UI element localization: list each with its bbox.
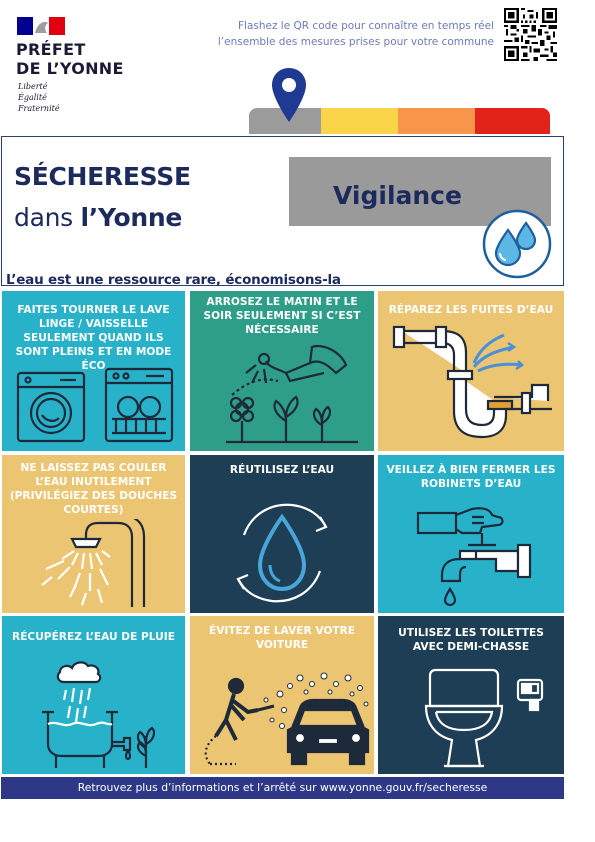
motto-egalite: Égalité <box>18 93 47 102</box>
tap-icon <box>412 501 542 611</box>
location-pin-icon <box>270 66 308 124</box>
prefecture-line1: PRÉFET <box>16 40 86 59</box>
tile-toilettes <box>378 616 564 774</box>
qr-instructions-line1: Flashez le QR code pour connaître en temps réel <box>237 20 494 32</box>
subtitle: L’eau est une ressource rare, économisons-la <box>6 272 341 288</box>
tile-reutiliser <box>190 455 374 613</box>
watering-can-icon <box>226 341 358 445</box>
tile-arrosage <box>190 291 374 451</box>
alert-level-label: Vigilance <box>333 181 462 210</box>
qr-code[interactable] <box>504 8 557 61</box>
page-title-location <box>14 203 182 232</box>
republique-logo <box>17 17 65 35</box>
tile-lavage-voiture <box>190 616 374 774</box>
prefecture-line2: DE L’YONNE <box>16 59 124 78</box>
qr-instructions-line2: l’ensemble des mesures prises pour votre commune <box>217 36 494 48</box>
car-wash-icon <box>196 664 372 772</box>
toilet-icon <box>422 666 550 772</box>
motto-liberte: Liberté <box>18 82 48 91</box>
qr-instructions <box>182 18 494 50</box>
tile-text: ARROSEZ LE MATIN ET LE SOIR SEULEMENT SI C’EST NÉCESSAIRE <box>203 296 361 336</box>
tile-lave-linge <box>2 291 185 451</box>
tile-text: RÉUTILISEZ L’EAU <box>229 464 335 476</box>
tile-douches <box>2 455 185 613</box>
tile-text: ÉVITEZ DE LAVER VOTRE VOITURE <box>208 625 356 651</box>
tile-text: NE LAISSEZ PAS COULER L’EAU INUTILEMENT (PRIVILÉGIEZ DES DOUCHES COURTES) <box>9 462 178 516</box>
recycle-water-icon <box>222 495 342 611</box>
page-title: SÉCHERESSE <box>14 162 191 191</box>
tile-fuites <box>378 291 564 451</box>
tile-text: VEILLEZ À BIEN FERMER LES ROBINETS D’EAU <box>386 464 556 490</box>
level-alerte-renforcee <box>398 108 475 134</box>
leaking-pipe-icon <box>382 323 560 447</box>
tile-text: FAITES TOURNER LE LAVE LINGE / VAISSELLE SEULEMENT QUAND ILS SONT PLEINS ET EN MODE ÉCO <box>15 304 172 372</box>
washing-machine-dishwasher-icon <box>16 367 176 443</box>
level-alerte <box>321 108 398 134</box>
footer-banner[interactable]: Retrouvez plus d’informations et l’arrêté sur www.yonne.gouv.fr/secheresse <box>1 777 564 799</box>
tile-eau-de-pluie <box>2 616 185 774</box>
rain-collector-icon <box>34 652 164 770</box>
tile-text: RÉPAREZ LES FUITES D’EAU <box>388 304 554 316</box>
title-department: l’Yonne <box>80 203 183 232</box>
tile-text: UTILISEZ LES TOILETTES AVEC DEMI-CHASSE <box>398 627 544 653</box>
tile-robinets <box>378 455 564 613</box>
republic-motto <box>18 81 60 114</box>
motto-fraternite: Fraternité <box>18 104 60 113</box>
tile-text: RÉCUPÉREZ L’EAU DE PLUIE <box>12 631 175 643</box>
level-crise <box>475 108 550 134</box>
title-prefix: dans <box>14 203 81 232</box>
water-drops-icon <box>481 208 553 280</box>
shower-icon <box>36 519 156 609</box>
prefecture-name <box>16 40 124 78</box>
